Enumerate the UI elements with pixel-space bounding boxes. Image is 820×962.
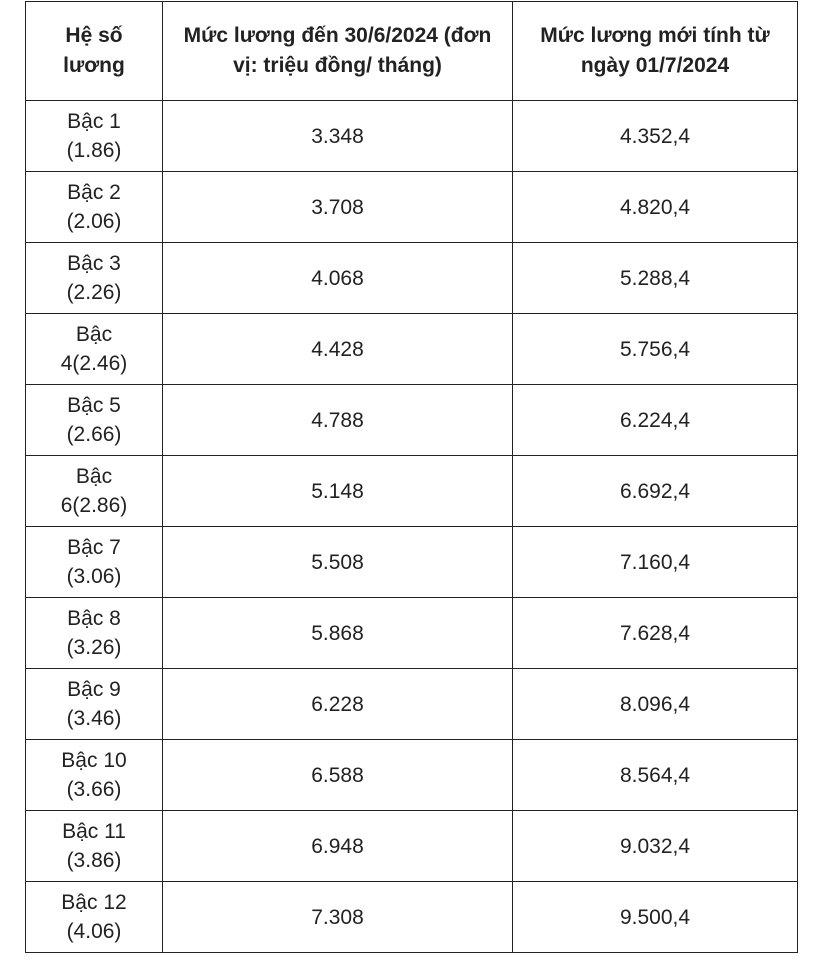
old-salary-cell: 5.868 xyxy=(163,598,513,669)
table-header xyxy=(26,2,798,101)
level-label: Bậc xyxy=(75,323,113,346)
coefficient-value: (3.46) xyxy=(66,707,122,730)
coefficient-cell xyxy=(26,598,163,669)
salary-table xyxy=(25,1,798,953)
coefficient-value: 4(2.46) xyxy=(60,352,128,375)
coefficient-value: 6(2.86) xyxy=(60,494,128,517)
coefficient-value: (1.86) xyxy=(66,139,122,162)
new-salary-cell: 9.032,4 xyxy=(513,811,798,882)
old-salary-cell: 3.708 xyxy=(163,172,513,243)
coefficient-value: (2.06) xyxy=(66,210,122,233)
new-salary-cell: 4.820,4 xyxy=(513,172,798,243)
level-label: Bậc 10 xyxy=(61,749,127,772)
level-label: Bậc 11 xyxy=(62,820,126,843)
coefficient-value: (3.26) xyxy=(66,636,122,659)
header-new-salary: Mức lương mới tính từ ngày 01/7/2024 xyxy=(513,2,798,101)
table-row xyxy=(26,101,798,172)
coefficient-cell xyxy=(26,740,163,811)
coefficient-value: (3.86) xyxy=(66,849,122,872)
old-salary-cell: 4.068 xyxy=(163,243,513,314)
new-salary-cell: 5.756,4 xyxy=(513,314,798,385)
level-label: Bậc 5 xyxy=(67,394,121,417)
table-row xyxy=(26,456,798,527)
new-salary-cell: 5.288,4 xyxy=(513,243,798,314)
new-salary-cell: 7.628,4 xyxy=(513,598,798,669)
header-row xyxy=(26,2,798,101)
level-label: Bậc 8 xyxy=(67,607,121,630)
old-salary-cell: 4.788 xyxy=(163,385,513,456)
table-row xyxy=(26,385,798,456)
coefficient-value: (3.66) xyxy=(66,778,122,801)
new-salary-cell: 6.224,4 xyxy=(513,385,798,456)
level-label: Bậc 2 xyxy=(67,181,121,204)
level-label: Bậc 1 xyxy=(67,110,121,133)
table-row xyxy=(26,882,798,953)
level-label: Bậc 7 xyxy=(67,536,121,559)
new-salary-cell: 9.500,4 xyxy=(513,882,798,953)
new-salary-cell: 4.352,4 xyxy=(513,101,798,172)
old-salary-cell: 5.508 xyxy=(163,527,513,598)
new-salary-cell: 8.096,4 xyxy=(513,669,798,740)
coefficient-cell xyxy=(26,314,163,385)
coefficient-value: (2.66) xyxy=(66,423,122,446)
coefficient-cell xyxy=(26,456,163,527)
table-row xyxy=(26,172,798,243)
level-label: Bậc 9 xyxy=(67,678,121,701)
coefficient-value: (4.06) xyxy=(66,920,122,943)
table-row xyxy=(26,527,798,598)
header-old-salary: Mức lương đến 30/6/2024 (đơn vị: triệu đồng/ tháng) xyxy=(163,2,513,101)
old-salary-cell: 5.148 xyxy=(163,456,513,527)
coefficient-value: (2.26) xyxy=(66,281,122,304)
level-label: Bậc 3 xyxy=(67,252,121,275)
header-coefficient: Hệ số lương xyxy=(26,2,163,101)
table-body xyxy=(26,101,798,953)
table-row xyxy=(26,669,798,740)
new-salary-cell: 7.160,4 xyxy=(513,527,798,598)
old-salary-cell: 4.428 xyxy=(163,314,513,385)
old-salary-cell: 3.348 xyxy=(163,101,513,172)
coefficient-cell xyxy=(26,527,163,598)
coefficient-cell xyxy=(26,172,163,243)
table-row xyxy=(26,598,798,669)
old-salary-cell: 6.228 xyxy=(163,669,513,740)
coefficient-cell xyxy=(26,882,163,953)
table-row xyxy=(26,811,798,882)
old-salary-cell: 6.588 xyxy=(163,740,513,811)
coefficient-cell xyxy=(26,243,163,314)
old-salary-cell: 6.948 xyxy=(163,811,513,882)
coefficient-cell xyxy=(26,101,163,172)
table-row xyxy=(26,740,798,811)
level-label: Bậc xyxy=(75,465,113,488)
new-salary-cell: 6.692,4 xyxy=(513,456,798,527)
table-row xyxy=(26,243,798,314)
table-row xyxy=(26,314,798,385)
coefficient-value: (3.06) xyxy=(66,565,122,588)
new-salary-cell: 8.564,4 xyxy=(513,740,798,811)
coefficient-cell xyxy=(26,811,163,882)
coefficient-cell xyxy=(26,385,163,456)
level-label: Bậc 12 xyxy=(61,891,127,914)
old-salary-cell: 7.308 xyxy=(163,882,513,953)
coefficient-cell xyxy=(26,669,163,740)
